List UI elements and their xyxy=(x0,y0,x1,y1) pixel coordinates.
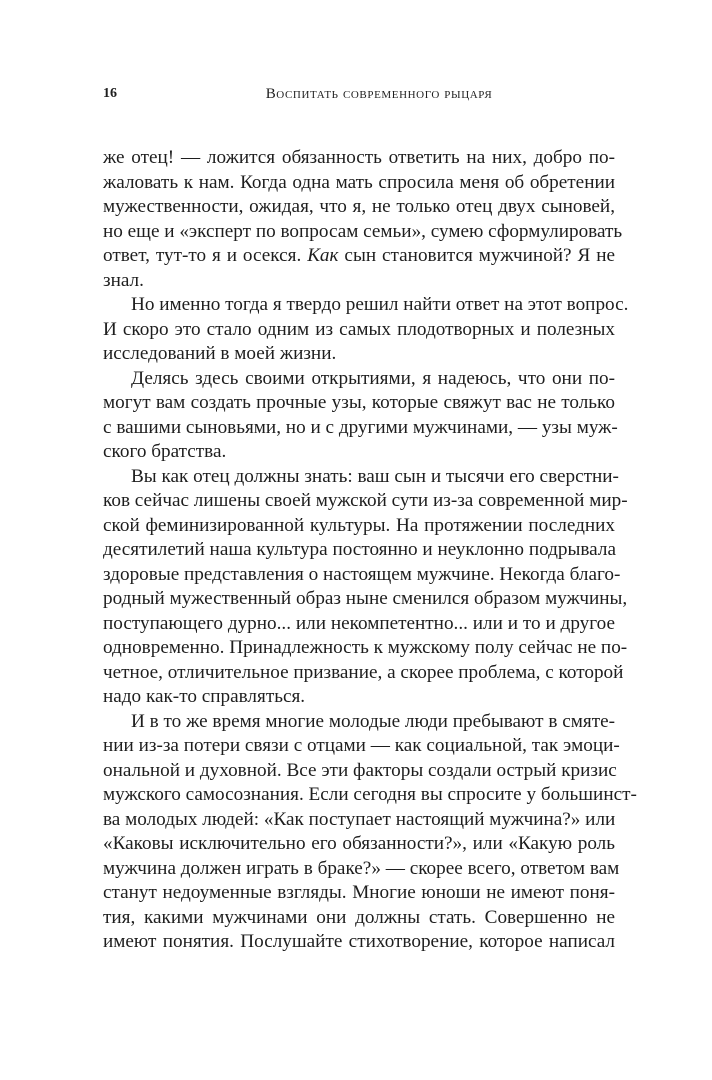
text-line: станут недоуменные взгляды. Многие юноши не имеют поня- xyxy=(103,882,615,903)
text-line: ков сейчас лишены своей мужской сути из-за современной мир- xyxy=(103,490,628,511)
text-line: нии из-за потери связи с отцами — как социальной, так эмоци- xyxy=(103,735,620,756)
italic-emphasis: Как xyxy=(307,245,339,266)
text-segment: сын становится мужчиной? Я не xyxy=(338,245,615,266)
text-line: мужского самосознания. Если сегодня вы спросите у большинст- xyxy=(103,784,637,805)
text-line: ва молодых людей: «Как поступает настоящий мужчина?» или xyxy=(103,808,616,830)
text-line: мужчина должен играть в браке?» — скорее всего, ответом вам xyxy=(103,857,620,879)
text-line: же отец! — ложится обязанность ответить на них, добро по- xyxy=(103,147,615,168)
text-line: жаловать к нам. Когда одна мать спросила меня об обретении xyxy=(103,171,615,193)
text-segment: ответ, тут-то я и осекся. xyxy=(103,245,308,266)
running-title: Воспитать современного рыцаря xyxy=(265,86,493,102)
text-line: имеют понятия. Послушайте стихотворение, которое написал xyxy=(103,931,615,952)
body-text xyxy=(103,146,637,955)
text-line: тия, какими мужчинами они должны стать. Совершенно не xyxy=(103,906,615,928)
text-line: но еще и «эксперт по вопросам семьи», сумею сформулировать xyxy=(103,220,623,242)
text-line: с вашими сыновьями, но и с другими мужчинами, — узы муж- xyxy=(103,416,618,438)
text-line: И в то же время многие молодые люди пребывают в смяте- xyxy=(131,710,615,732)
text-line: Делясь здесь своими открытиями, я надеюсь, что они по- xyxy=(131,367,615,389)
text-line: десятилетий наша культура постоянно и неуклонно подрывала xyxy=(103,539,616,560)
text-line: И скоро это стало одним из самых плодотворных и полезных xyxy=(103,318,615,340)
text-line: ского братства. xyxy=(103,441,227,462)
text-line: надо как-то справляться. xyxy=(103,686,306,707)
text-line: одновременно. Принадлежность к мужскому полу сейчас не по- xyxy=(103,637,628,658)
text-line xyxy=(103,244,615,269)
page-number: 16 xyxy=(103,86,117,101)
text-line: четное, отличительное призвание, а скорее проблема, с которой xyxy=(103,661,624,683)
text-line: ской феминизированной культуры. На протяжении последних xyxy=(103,514,615,536)
text-line: ональной и духовной. Все эти факторы создали острый кризис xyxy=(103,759,617,781)
text-line: могут вам создать прочные узы, которые свяжут вас не только xyxy=(103,392,615,413)
text-line: знал. xyxy=(103,269,144,291)
text-line: родный мужественный образ ныне сменился образом мужчины, xyxy=(103,588,628,609)
text-line: Вы как отец должны знать: ваш сын и тысячи его сверстни- xyxy=(131,465,619,487)
text-line: здоровые представления о настоящем мужчине. Некогда благо- xyxy=(103,563,621,585)
text-line: поступающего дурно... или некомпетентно... или и то и другое xyxy=(103,612,615,634)
text-line: Но именно тогда я твердо решил найти ответ на этот вопрос. xyxy=(131,294,629,315)
text-line: исследований в моей жизни. xyxy=(103,343,337,364)
text-line: «Каковы исключительно его обязанности?», или «Какую роль xyxy=(103,833,615,854)
text-line: мужественности, ожидая, что я, не только отец двух сыновей, xyxy=(103,196,615,217)
